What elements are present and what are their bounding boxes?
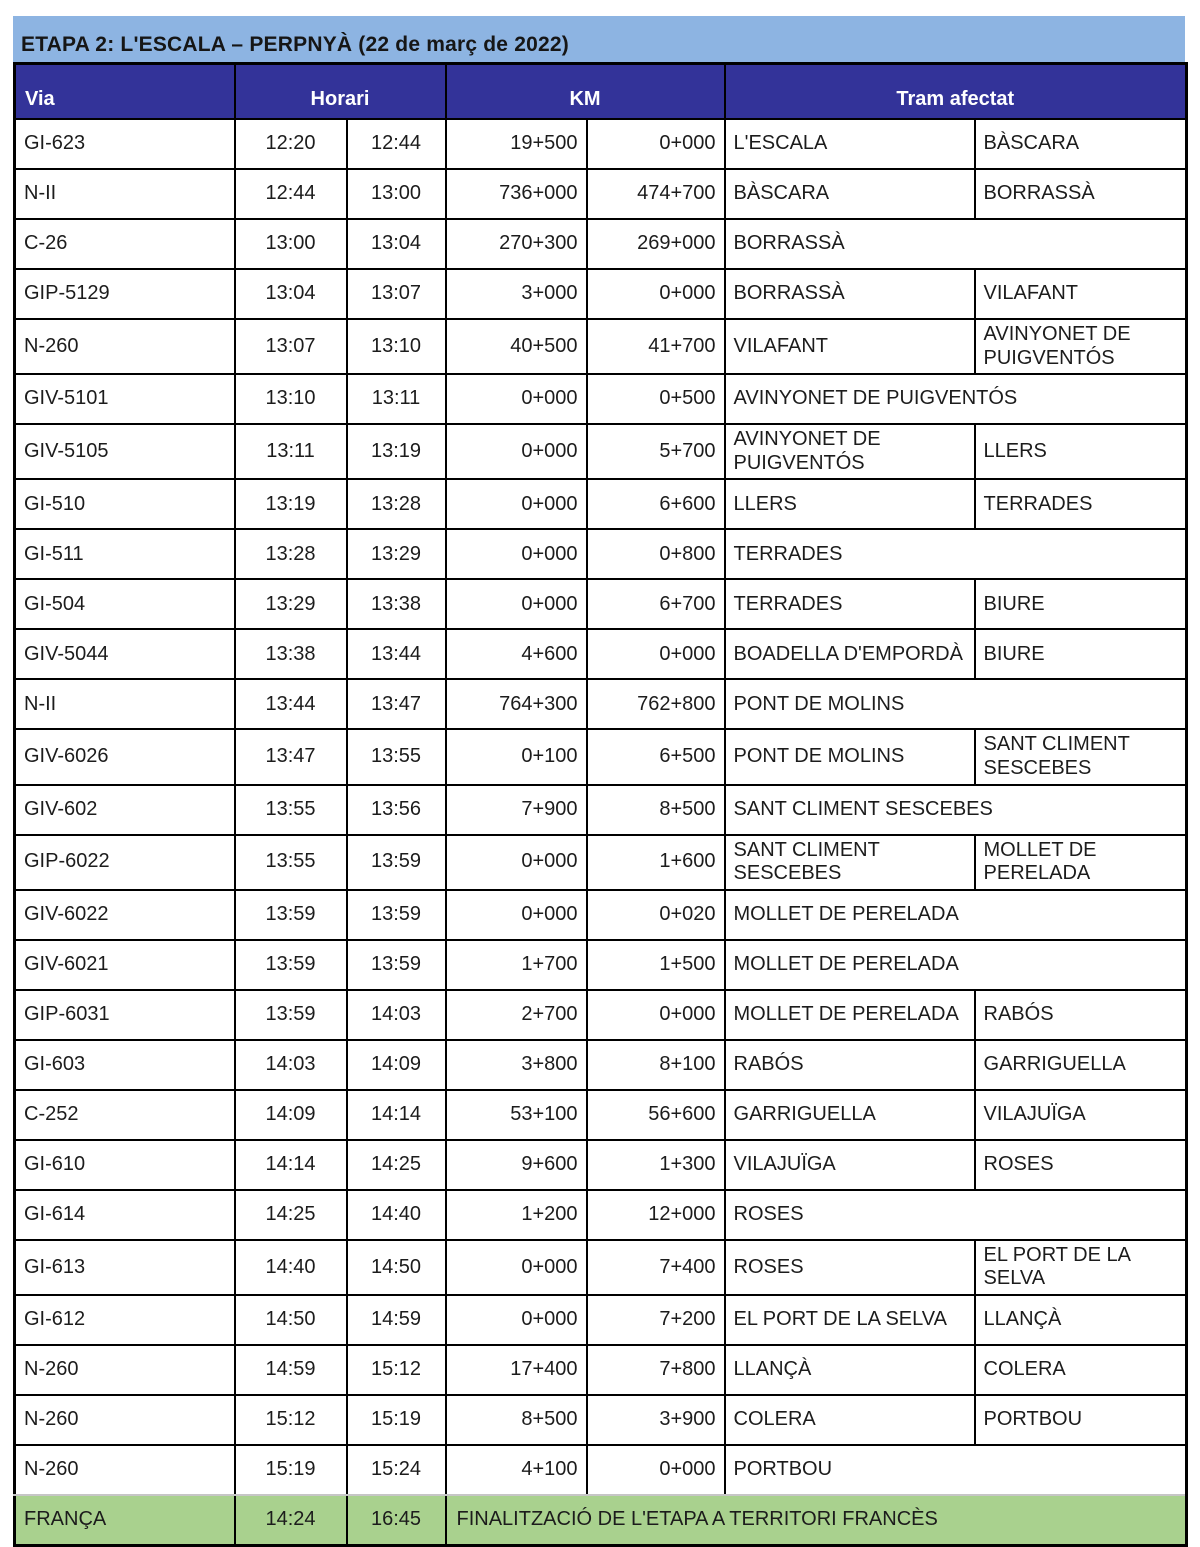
- time-start-cell: 14:14: [235, 1140, 347, 1190]
- km-end-cell: 41+700: [587, 319, 725, 374]
- table-row: [15, 219, 1187, 269]
- table-row: [15, 940, 1187, 990]
- table-row: [15, 424, 1187, 479]
- km-end-cell: 762+800: [587, 679, 725, 729]
- via-cell: GIV-6026: [15, 729, 235, 784]
- time-start-cell: 14:25: [235, 1190, 347, 1240]
- table-row: [15, 990, 1187, 1040]
- via-cell: N-260: [15, 1395, 235, 1445]
- km-start-cell: 0+000: [446, 890, 587, 940]
- time-end-cell: 13:47: [347, 679, 446, 729]
- time-end-cell: 13:59: [347, 835, 446, 890]
- km-start-cell: 0+000: [446, 1240, 587, 1295]
- tram-from-cell: ROSES: [725, 1190, 1187, 1240]
- km-start-cell: 0+000: [446, 835, 587, 890]
- km-start-cell: 0+000: [446, 1295, 587, 1345]
- table-row: [15, 835, 1187, 890]
- km-start-cell: 764+300: [446, 679, 587, 729]
- via-cell: GI-613: [15, 1240, 235, 1295]
- tram-from-cell: VILAJUÏGA: [725, 1140, 975, 1190]
- via-cell: GI-603: [15, 1040, 235, 1090]
- km-start-cell: 40+500: [446, 319, 587, 374]
- time-end-cell: 13:38: [347, 579, 446, 629]
- time-end-cell: 16:45: [347, 1495, 446, 1546]
- km-start-cell: 0+000: [446, 479, 587, 529]
- time-end-cell: 15:24: [347, 1445, 446, 1495]
- time-start-cell: 13:59: [235, 940, 347, 990]
- table-row: [15, 1040, 1187, 1090]
- km-end-cell: 5+700: [587, 424, 725, 479]
- time-start-cell: 12:20: [235, 119, 347, 169]
- km-end-cell: 6+700: [587, 579, 725, 629]
- tram-from-cell: MOLLET DE PERELADA: [725, 990, 975, 1040]
- via-cell: N-II: [15, 169, 235, 219]
- table-row: [15, 1090, 1187, 1140]
- table-row: [15, 890, 1187, 940]
- time-start-cell: 14:09: [235, 1090, 347, 1140]
- km-start-cell: 0+000: [446, 529, 587, 579]
- time-start-cell: 13:04: [235, 269, 347, 319]
- time-end-cell: 14:14: [347, 1090, 446, 1140]
- time-start-cell: 14:59: [235, 1345, 347, 1395]
- tram-from-cell: BOADELLA D'EMPORDÀ: [725, 629, 975, 679]
- km-end-cell: 7+800: [587, 1345, 725, 1395]
- km-end-cell: 269+000: [587, 219, 725, 269]
- km-end-cell: 12+000: [587, 1190, 725, 1240]
- finish-note-cell: FINALITZACIÓ DE L'ETAPA A TERRITORI FRANCÈS: [446, 1495, 1187, 1546]
- table-row: [15, 319, 1187, 374]
- tram-from-cell: SANT CLIMENT SESCEBES: [725, 785, 1187, 835]
- km-start-cell: 4+100: [446, 1445, 587, 1495]
- tram-to-cell: BORRASSÀ: [975, 169, 1187, 219]
- km-end-cell: 6+600: [587, 479, 725, 529]
- table-row: [15, 729, 1187, 784]
- table-row: [15, 1140, 1187, 1190]
- tram-to-cell: EL PORT DE LA SELVA: [975, 1240, 1187, 1295]
- tram-to-cell: RABÓS: [975, 990, 1187, 1040]
- tram-to-cell: TERRADES: [975, 479, 1187, 529]
- time-end-cell: 13:00: [347, 169, 446, 219]
- tram-from-cell: GARRIGUELLA: [725, 1090, 975, 1140]
- km-end-cell: 7+200: [587, 1295, 725, 1345]
- km-end-cell: 474+700: [587, 169, 725, 219]
- time-end-cell: 13:59: [347, 890, 446, 940]
- time-end-cell: 14:09: [347, 1040, 446, 1090]
- header-row: [15, 64, 1187, 120]
- tram-from-cell: TERRADES: [725, 579, 975, 629]
- time-start-cell: 13:28: [235, 529, 347, 579]
- time-end-cell: 13:29: [347, 529, 446, 579]
- time-start-cell: 13:11: [235, 424, 347, 479]
- tram-from-cell: TERRADES: [725, 529, 1187, 579]
- table-row: [15, 679, 1187, 729]
- tram-from-cell: BÀSCARA: [725, 169, 975, 219]
- table-row: [15, 529, 1187, 579]
- tram-from-cell: LLANÇÀ: [725, 1345, 975, 1395]
- time-end-cell: 14:40: [347, 1190, 446, 1240]
- time-end-cell: 13:19: [347, 424, 446, 479]
- km-start-cell: 0+100: [446, 729, 587, 784]
- km-start-cell: 1+200: [446, 1190, 587, 1240]
- tram-from-cell: SANT CLIMENT SESCEBES: [725, 835, 975, 890]
- stage-table-sheet: [13, 16, 1185, 1547]
- km-start-cell: 3+000: [446, 269, 587, 319]
- time-start-cell: 14:03: [235, 1040, 347, 1090]
- tram-to-cell: BIURE: [975, 579, 1187, 629]
- road-closure-table: [13, 62, 1188, 1547]
- time-end-cell: 15:12: [347, 1345, 446, 1395]
- via-cell: GIP-6022: [15, 835, 235, 890]
- km-end-cell: 0+000: [587, 269, 725, 319]
- km-end-cell: 1+600: [587, 835, 725, 890]
- time-start-cell: 13:07: [235, 319, 347, 374]
- via-cell: GI-614: [15, 1190, 235, 1240]
- france-finish-row: [15, 1495, 1187, 1546]
- via-cell: GIV-5105: [15, 424, 235, 479]
- via-cell: GI-610: [15, 1140, 235, 1190]
- via-cell: N-260: [15, 319, 235, 374]
- via-cell: GIV-602: [15, 785, 235, 835]
- table-row: [15, 119, 1187, 169]
- time-start-cell: 13:55: [235, 785, 347, 835]
- table-row: [15, 479, 1187, 529]
- via-cell: N-260: [15, 1445, 235, 1495]
- tram-from-cell: RABÓS: [725, 1040, 975, 1090]
- time-end-cell: 13:59: [347, 940, 446, 990]
- km-end-cell: 0+000: [587, 119, 725, 169]
- tram-from-cell: EL PORT DE LA SELVA: [725, 1295, 975, 1345]
- tram-from-cell: MOLLET DE PERELADA: [725, 940, 1187, 990]
- via-cell: C-26: [15, 219, 235, 269]
- via-cell: GI-623: [15, 119, 235, 169]
- tram-from-cell: PORTBOU: [725, 1445, 1187, 1495]
- km-start-cell: 4+600: [446, 629, 587, 679]
- tram-to-cell: LLANÇÀ: [975, 1295, 1187, 1345]
- tram-from-cell: PONT DE MOLINS: [725, 679, 1187, 729]
- km-end-cell: 8+100: [587, 1040, 725, 1090]
- tram-to-cell: COLERA: [975, 1345, 1187, 1395]
- km-end-cell: 6+500: [587, 729, 725, 784]
- tram-to-cell: BÀSCARA: [975, 119, 1187, 169]
- km-end-cell: 0+020: [587, 890, 725, 940]
- tram-to-cell: AVINYONET DE PUIGVENTÓS: [975, 319, 1187, 374]
- km-end-cell: 8+500: [587, 785, 725, 835]
- table-row: [15, 269, 1187, 319]
- km-end-cell: 0+000: [587, 629, 725, 679]
- time-end-cell: 15:19: [347, 1395, 446, 1445]
- table-row: [15, 1240, 1187, 1295]
- via-cell: N-II: [15, 679, 235, 729]
- table-row: [15, 579, 1187, 629]
- time-end-cell: 13:07: [347, 269, 446, 319]
- tram-to-cell: BIURE: [975, 629, 1187, 679]
- tram-to-cell: VILAFANT: [975, 269, 1187, 319]
- time-start-cell: 12:44: [235, 169, 347, 219]
- time-start-cell: 13:19: [235, 479, 347, 529]
- table-row: [15, 629, 1187, 679]
- km-start-cell: 19+500: [446, 119, 587, 169]
- tram-to-cell: MOLLET DE PERELADA: [975, 835, 1187, 890]
- km-start-cell: 1+700: [446, 940, 587, 990]
- km-end-cell: 1+500: [587, 940, 725, 990]
- via-cell: GIV-6022: [15, 890, 235, 940]
- time-start-cell: 13:38: [235, 629, 347, 679]
- time-end-cell: 14:59: [347, 1295, 446, 1345]
- tram-from-cell: PONT DE MOLINS: [725, 729, 975, 784]
- time-end-cell: 13:11: [347, 374, 446, 424]
- time-start-cell: 13:55: [235, 835, 347, 890]
- time-start-cell: 13:59: [235, 990, 347, 1040]
- tram-to-cell: GARRIGUELLA: [975, 1040, 1187, 1090]
- via-cell: GI-510: [15, 479, 235, 529]
- tram-from-cell: AVINYONET DE PUIGVENTÓS: [725, 424, 975, 479]
- km-start-cell: 736+000: [446, 169, 587, 219]
- via-cell: GI-504: [15, 579, 235, 629]
- via-cell: GIV-5044: [15, 629, 235, 679]
- tram-from-cell: MOLLET DE PERELADA: [725, 890, 1187, 940]
- col-header-km: KM: [446, 64, 725, 120]
- time-end-cell: 13:10: [347, 319, 446, 374]
- km-start-cell: 17+400: [446, 1345, 587, 1395]
- time-start-cell: 13:00: [235, 219, 347, 269]
- table-row: [15, 1345, 1187, 1395]
- time-start-cell: 13:44: [235, 679, 347, 729]
- via-cell: GIV-6021: [15, 940, 235, 990]
- via-cell: GIV-5101: [15, 374, 235, 424]
- time-end-cell: 14:25: [347, 1140, 446, 1190]
- tram-from-cell: LLERS: [725, 479, 975, 529]
- via-cell: GIP-6031: [15, 990, 235, 1040]
- km-start-cell: 53+100: [446, 1090, 587, 1140]
- table-row: [15, 1295, 1187, 1345]
- col-header-horari: Horari: [235, 64, 446, 120]
- tram-to-cell: SANT CLIMENT SESCEBES: [975, 729, 1187, 784]
- tram-from-cell: VILAFANT: [725, 319, 975, 374]
- km-start-cell: 7+900: [446, 785, 587, 835]
- km-start-cell: 8+500: [446, 1395, 587, 1445]
- table-row: [15, 374, 1187, 424]
- via-cell: N-260: [15, 1345, 235, 1395]
- page-bottom-rule: [13, 1494, 1185, 1496]
- km-start-cell: 0+000: [446, 579, 587, 629]
- time-start-cell: 14:50: [235, 1295, 347, 1345]
- time-end-cell: 13:56: [347, 785, 446, 835]
- time-end-cell: 13:28: [347, 479, 446, 529]
- table-row: [15, 1445, 1187, 1495]
- via-cell: GI-612: [15, 1295, 235, 1345]
- time-start-cell: 13:47: [235, 729, 347, 784]
- table-row: [15, 169, 1187, 219]
- time-start-cell: 14:24: [235, 1495, 347, 1546]
- km-end-cell: 0+500: [587, 374, 725, 424]
- time-end-cell: 13:55: [347, 729, 446, 784]
- km-start-cell: 270+300: [446, 219, 587, 269]
- km-end-cell: 0+800: [587, 529, 725, 579]
- km-end-cell: 1+300: [587, 1140, 725, 1190]
- via-cell: GI-511: [15, 529, 235, 579]
- time-start-cell: 13:29: [235, 579, 347, 629]
- time-end-cell: 14:03: [347, 990, 446, 1040]
- tram-to-cell: VILAJUÏGA: [975, 1090, 1187, 1140]
- via-cell: FRANÇA: [15, 1495, 235, 1546]
- col-header-tram: Tram afectat: [725, 64, 1187, 120]
- km-start-cell: 0+000: [446, 424, 587, 479]
- col-header-via: Via: [15, 64, 235, 120]
- time-end-cell: 13:44: [347, 629, 446, 679]
- time-end-cell: 12:44: [347, 119, 446, 169]
- tram-from-cell: AVINYONET DE PUIGVENTÓS: [725, 374, 1187, 424]
- km-end-cell: 56+600: [587, 1090, 725, 1140]
- via-cell: C-252: [15, 1090, 235, 1140]
- tram-to-cell: LLERS: [975, 424, 1187, 479]
- stage-title-bar: [13, 16, 1185, 62]
- tram-from-cell: ROSES: [725, 1240, 975, 1295]
- time-end-cell: 14:50: [347, 1240, 446, 1295]
- km-end-cell: 0+000: [587, 990, 725, 1040]
- time-start-cell: 13:10: [235, 374, 347, 424]
- table-row: [15, 785, 1187, 835]
- time-start-cell: 14:40: [235, 1240, 347, 1295]
- km-end-cell: 7+400: [587, 1240, 725, 1295]
- time-start-cell: 15:19: [235, 1445, 347, 1495]
- tram-from-cell: COLERA: [725, 1395, 975, 1445]
- time-end-cell: 13:04: [347, 219, 446, 269]
- table-row: [15, 1190, 1187, 1240]
- km-end-cell: 0+000: [587, 1445, 725, 1495]
- km-start-cell: 2+700: [446, 990, 587, 1040]
- table-row: [15, 1395, 1187, 1445]
- km-start-cell: 0+000: [446, 374, 587, 424]
- tram-from-cell: L'ESCALA: [725, 119, 975, 169]
- tram-from-cell: BORRASSÀ: [725, 269, 975, 319]
- via-cell: GIP-5129: [15, 269, 235, 319]
- time-start-cell: 13:59: [235, 890, 347, 940]
- km-start-cell: 9+600: [446, 1140, 587, 1190]
- tram-to-cell: ROSES: [975, 1140, 1187, 1190]
- tram-from-cell: BORRASSÀ: [725, 219, 1187, 269]
- km-end-cell: 3+900: [587, 1395, 725, 1445]
- stage-title: ETAPA 2: L'ESCALA – PERPNYÀ (22 de març de 2022): [21, 33, 569, 56]
- tram-to-cell: PORTBOU: [975, 1395, 1187, 1445]
- km-start-cell: 3+800: [446, 1040, 587, 1090]
- time-start-cell: 15:12: [235, 1395, 347, 1445]
